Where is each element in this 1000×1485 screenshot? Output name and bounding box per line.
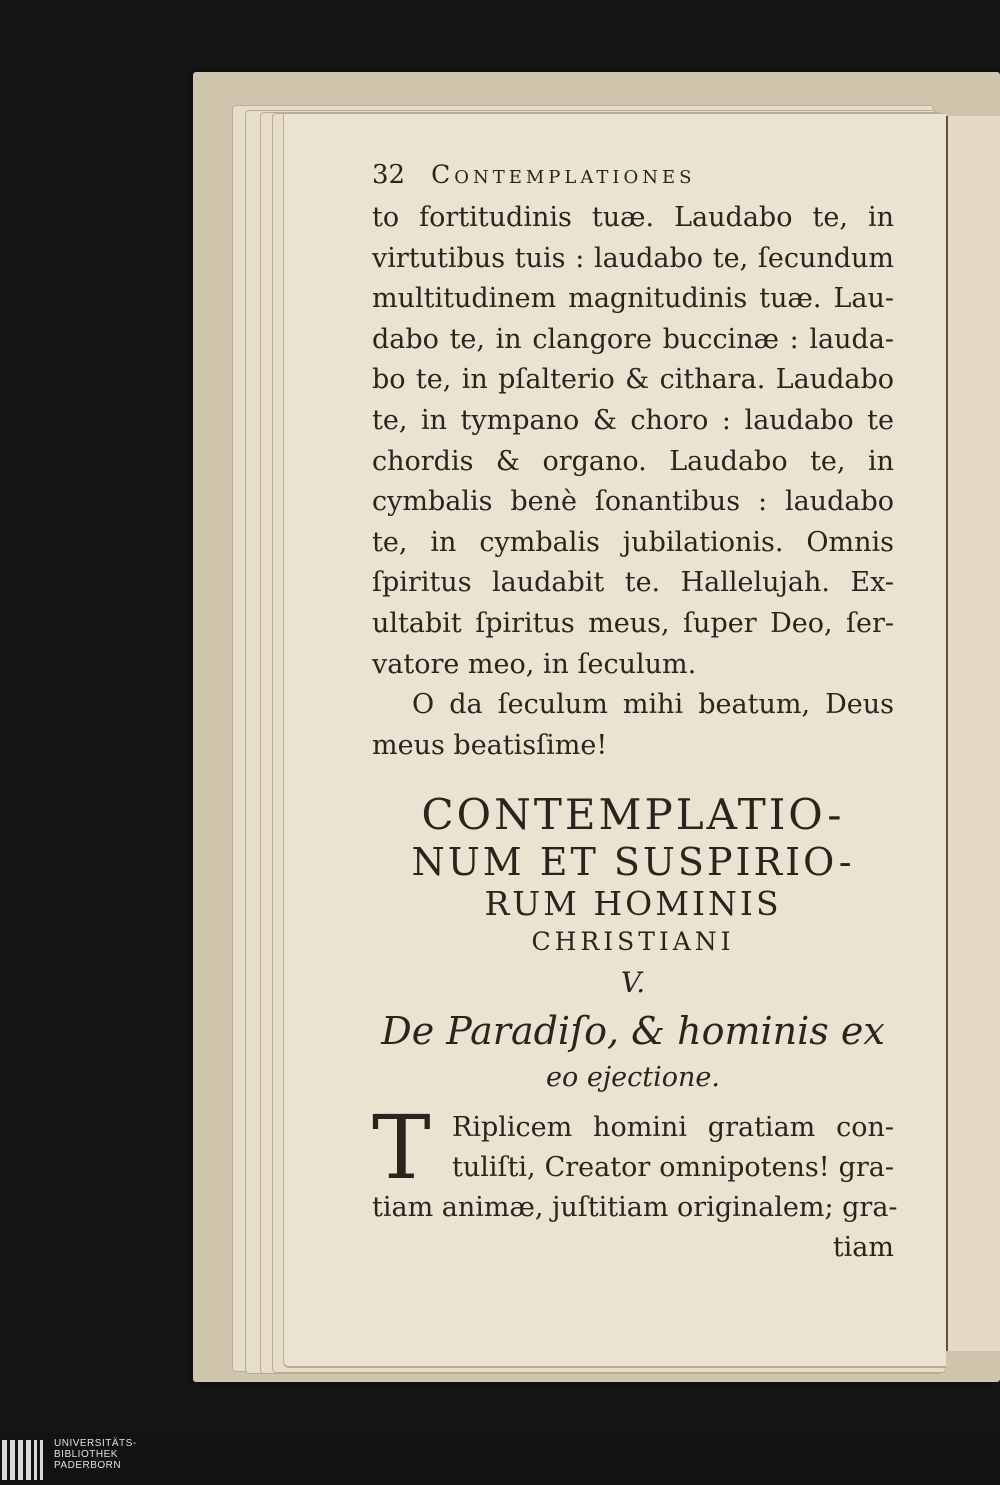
body-line: multitudinem magnitudinis tuæ. Lau- — [372, 283, 894, 315]
body-line: te, in tympano & choro : laudabo te — [372, 404, 894, 436]
page-text — [372, 160, 898, 1268]
body-line: to fortitudinis tuæ. Laudabo te, in — [372, 202, 894, 233]
body-line: chordis & organo. Laudabo te, in — [372, 445, 894, 477]
body-line: bo te, in pſalterio & cithara. Laudabo — [372, 364, 894, 396]
body-line: ſpiritus laudabit te. Hallelujah. Ex- — [372, 567, 894, 599]
logo-line: PADERBORN — [54, 1460, 122, 1471]
logo-line: BIBLIOTHEK — [54, 1449, 118, 1460]
drop-cap: T — [372, 1096, 431, 1200]
library-logo-icon — [2, 1440, 46, 1480]
facing-page-edge — [946, 116, 1000, 1351]
closing-line: O da ſeculum mihi beatum, Deus — [412, 689, 894, 721]
running-head: Contemplationes — [431, 160, 696, 189]
paragraph-line: tuliſti, Creator omnipotens! gra- — [452, 1152, 894, 1184]
paragraph-line: tiam animæ, juſtitiam originalem; gra- — [372, 1192, 898, 1224]
section-number: V. — [620, 966, 646, 1000]
body-line: te, in cymbalis jubilationis. Omnis — [372, 526, 894, 558]
section-heading-line: RUM HOMINIS — [484, 884, 782, 924]
page-number: 32 — [372, 160, 406, 190]
paragraph-line: Riplicem homini gratiam con- — [452, 1112, 894, 1144]
logo-line: UNIVERSITÄTS- — [54, 1438, 137, 1449]
body-line: dabo te, in clangore buccinæ : lauda- — [372, 323, 894, 355]
body-line: virtutibus tuis : laudabo te, ſecundum — [372, 242, 894, 274]
body-line: cymbalis benè ſonantibus : laudabo — [372, 486, 894, 518]
section-title: De Paradiſo, & hominis ex — [381, 1009, 885, 1054]
body-line: ultabit ſpiritus meus, ſuper Deo, ſer- — [372, 607, 894, 639]
library-logo-text — [54, 1438, 137, 1471]
page-header — [372, 160, 894, 198]
opening-paragraph — [372, 1096, 898, 1268]
section-heading-line: NUM ET SUSPIRIO- — [411, 840, 855, 885]
catchword: tiam — [832, 1232, 894, 1264]
section-heading-line: CHRISTIANI — [531, 927, 735, 957]
section-heading-line: CONTEMPLATIO- — [421, 790, 845, 840]
body-line: vatore meo, in ſeculum. — [372, 648, 697, 680]
closing-line: meus beatisſime! — [372, 729, 608, 761]
section-title-continued: eo ejectione. — [546, 1062, 720, 1094]
library-footer — [0, 1433, 1000, 1485]
